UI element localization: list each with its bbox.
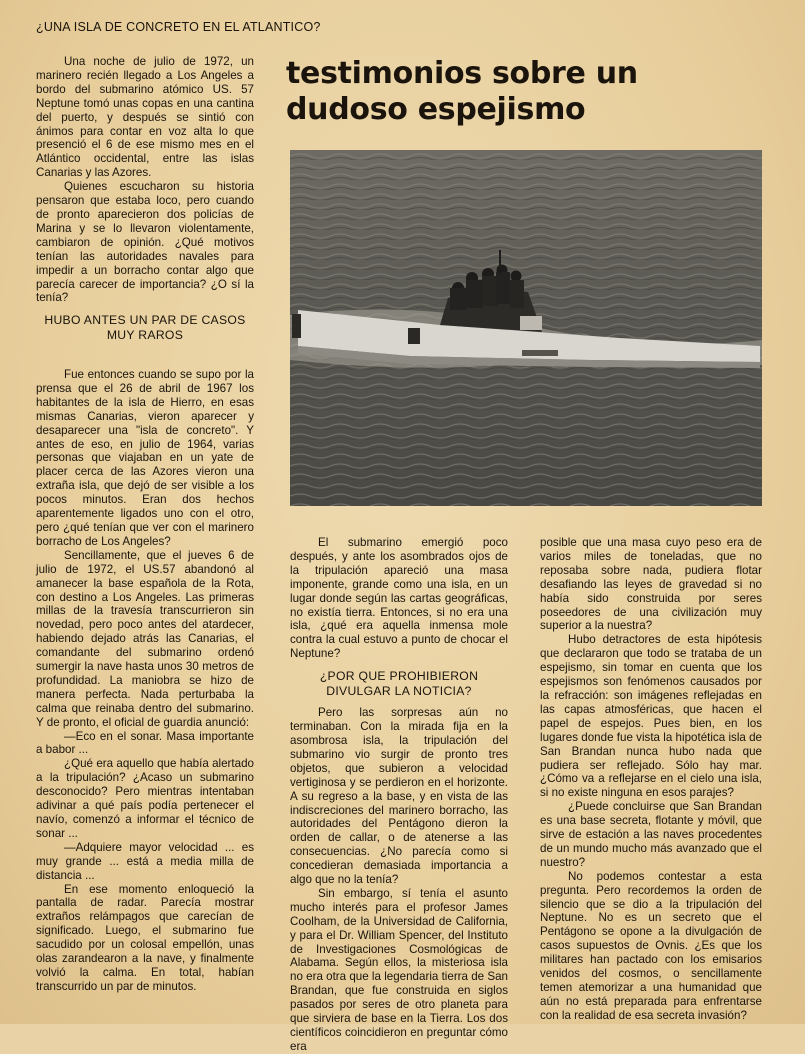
subheading: HUBO ANTES UN PAR DE CASOS MUY RAROS <box>44 313 246 342</box>
paragraph: No podemos contestar a esta pregunta. Pero recordemos la orden de silencio que se dio a la tripulación del Neptune. No es un secreto que el Pentágono se opone a la divulgación de casos supuestos de Ovnis. ¿Es que los militares han pactado con los emisarios venidos del cosmos, o sencillamente temen atemorizar a una humanidad que aún no está preparada para enfrentarse con la realidad de esa secreta invasión? <box>540 869 762 1022</box>
paragraph: ¿Qué era aquello que había alertado a la tripulación? ¿Acaso un submarino desconocido? Pero mientras intentaban adivinar a qué país podía pertenecer el navío, comenzó a informar el técnico de sonar ... <box>36 757 254 840</box>
paragraph: —Eco en el sonar. Masa importante a babor ... <box>36 729 254 757</box>
paragraph: Quienes escucharon su historia pensaron que estaba loco, pero cuando de pronto aparecieron dos policías de Marina y se lo llevaron violentamente, cambiaron de opinión. ¿Qué motivos tenían las autoridades navales para impedir a un borracho contar algo que parecía carecer de importancia? ¿O sí la tenía? <box>36 180 254 305</box>
section-kicker: ¿UNA ISLA DE CONCRETO EN EL ATLANTICO? <box>36 20 321 34</box>
paragraph: —Adquiere mayor velocidad ... es muy grande ... está a media milla de distancia ... <box>36 840 254 882</box>
paragraph: ¿Puede concluirse que San Brandan es una base secreta, flotante y móvil, que sirve de estación a las naves procedentes de un mundo mucho más avanzado que el nuestro? <box>540 800 762 869</box>
column-2 <box>290 536 508 1054</box>
paragraph: Hubo detractores de esta hipótesis que declararon que todo se trataba de un espejismo, sin tomar en cuenta que los espejismos son fenómenos causados por la refracción: son imágenes reflejadas en las capas atmosféricas, que hacen el papel de espejos. Pues bien, en los lugares donde fue vista la hipotética isla de San Brandan nunca hubo nada que pudiera ser reflejado. Sólo hay mar. ¿Cómo va a reflejarse en el cielo una isla, si no existe ninguna en esos parajes? <box>540 633 762 800</box>
article-headline: testimonios sobre un dudoso espejismo <box>286 56 638 127</box>
paragraph: Sencillamente, que el jueves 6 de julio de 1972, el US.57 abandonó al amanecer la base española de la Rota, con destino a Los Angeles. Las primeras millas de la travesía transcurrieron sin novedad, pero poco antes del atardecer, habiendo dejado atrás las Canarias, el comandante del submarino ordenó sumergir la nave hasta unos 30 metros de profundidad. La maniobra se hizo de manera perfecta. Nada perturbaba la calma que reinaba dentro del submarino. Y de pronto, el oficial de guardia anunció: <box>36 548 254 729</box>
paragraph: posible que una masa cuyo peso era de varios miles de toneladas, que no reposaba sobre nada, pudiera flotar desafiando las leyes de gravedad si no había sido construida por seres poseedores de una civilización muy superior a la nuestra? <box>540 536 762 633</box>
column-1-top <box>36 55 254 350</box>
column-1-bottom <box>36 368 254 994</box>
paragraph: Pero las sorpresas aún no terminaban. Con la mirada fija en la asombrosa isla, la tripulación del submarino vio surgir de pronto tres objetos, que subieron a velocidad vertiginosa y se perdieron en el horizonte. A su regreso a la base, y en vista de las indiscreciones del marinero borracho, las autoridades del Pentágono dieron la orden de callar, o de atenerse a las consecuencias. ¿No parecía como si concedieran demasiada importancia a algo que no la tenía? <box>290 706 508 887</box>
paragraph: Una noche de julio de 1972, un marinero recién llegado a Los Angeles a bordo del submarino atómico US. 57 Neptune tomó unas copas en una cantina del puerto, y después se sintió con ánimos para contar en voz alta lo que presenció el 6 de ese mismo mes en el Atlántico occidental, entre las islas Canarias y las Azores. <box>36 55 254 180</box>
column-3 <box>540 536 762 1023</box>
paragraph: El submarino emergió poco después, y ante los asombrados ojos de la tripulación apareció una masa imponente, grande como una isla, en un lugar donde según las cartas geográficas, no existía tierra. Entonces, si no era una isla, ¿qué era aquella inmensa mole contra la cual estuvo a punto de chocar el Neptune? <box>290 536 508 661</box>
paragraph: Fue entonces cuando se supo por la prensa que el 26 de abril de 1967 los habitantes de la isla de Hierro, en esas mismas Canarias, vieron aparecer y desaparecer una "isla de concreto". Y antes de eso, en julio de 1964, varias personas que viajaban en un yate de placer cerca de las Azores vieron una extraña isla, que dejó de ser visible a los pocos minutos. Eran dos hechos aparentemente ligados uno con el otro, pero ¿qué tenían que ver con el marinero borracho de Los Angeles? <box>36 368 254 548</box>
submarine-photo <box>290 150 762 506</box>
paragraph: Sin embargo, sí tenía el asunto mucho interés para el profesor James Coolham, de la Universidad de California, y para el Dr. William Spencer, del Instituto de Investigaciones Cosmológicas de Alabama. Según ellos, la misteriosa isla no era otra que la legendaria tierra de San Brandan, que fue construida en siglos pasados por seres de otro planeta para que sirviera de base en la Tierra. Los dos científicos coincidieron en preguntar cómo era <box>290 886 508 1053</box>
paragraph: En ese momento enloqueció la pantalla de radar. Parecía mostrar extraños relámpagos que carecían de significado. Luego, el submarino fue sacudido por un colosal empellón, unas olas zarandearon a la nave, y finalmente volvió la calma. En total, habían transcurrido un par de minutos. <box>36 882 254 993</box>
submarine-photo-image <box>290 150 762 506</box>
subheading: ¿POR QUE PROHIBIERON DIVULGAR LA NOTICIA? <box>319 669 479 698</box>
